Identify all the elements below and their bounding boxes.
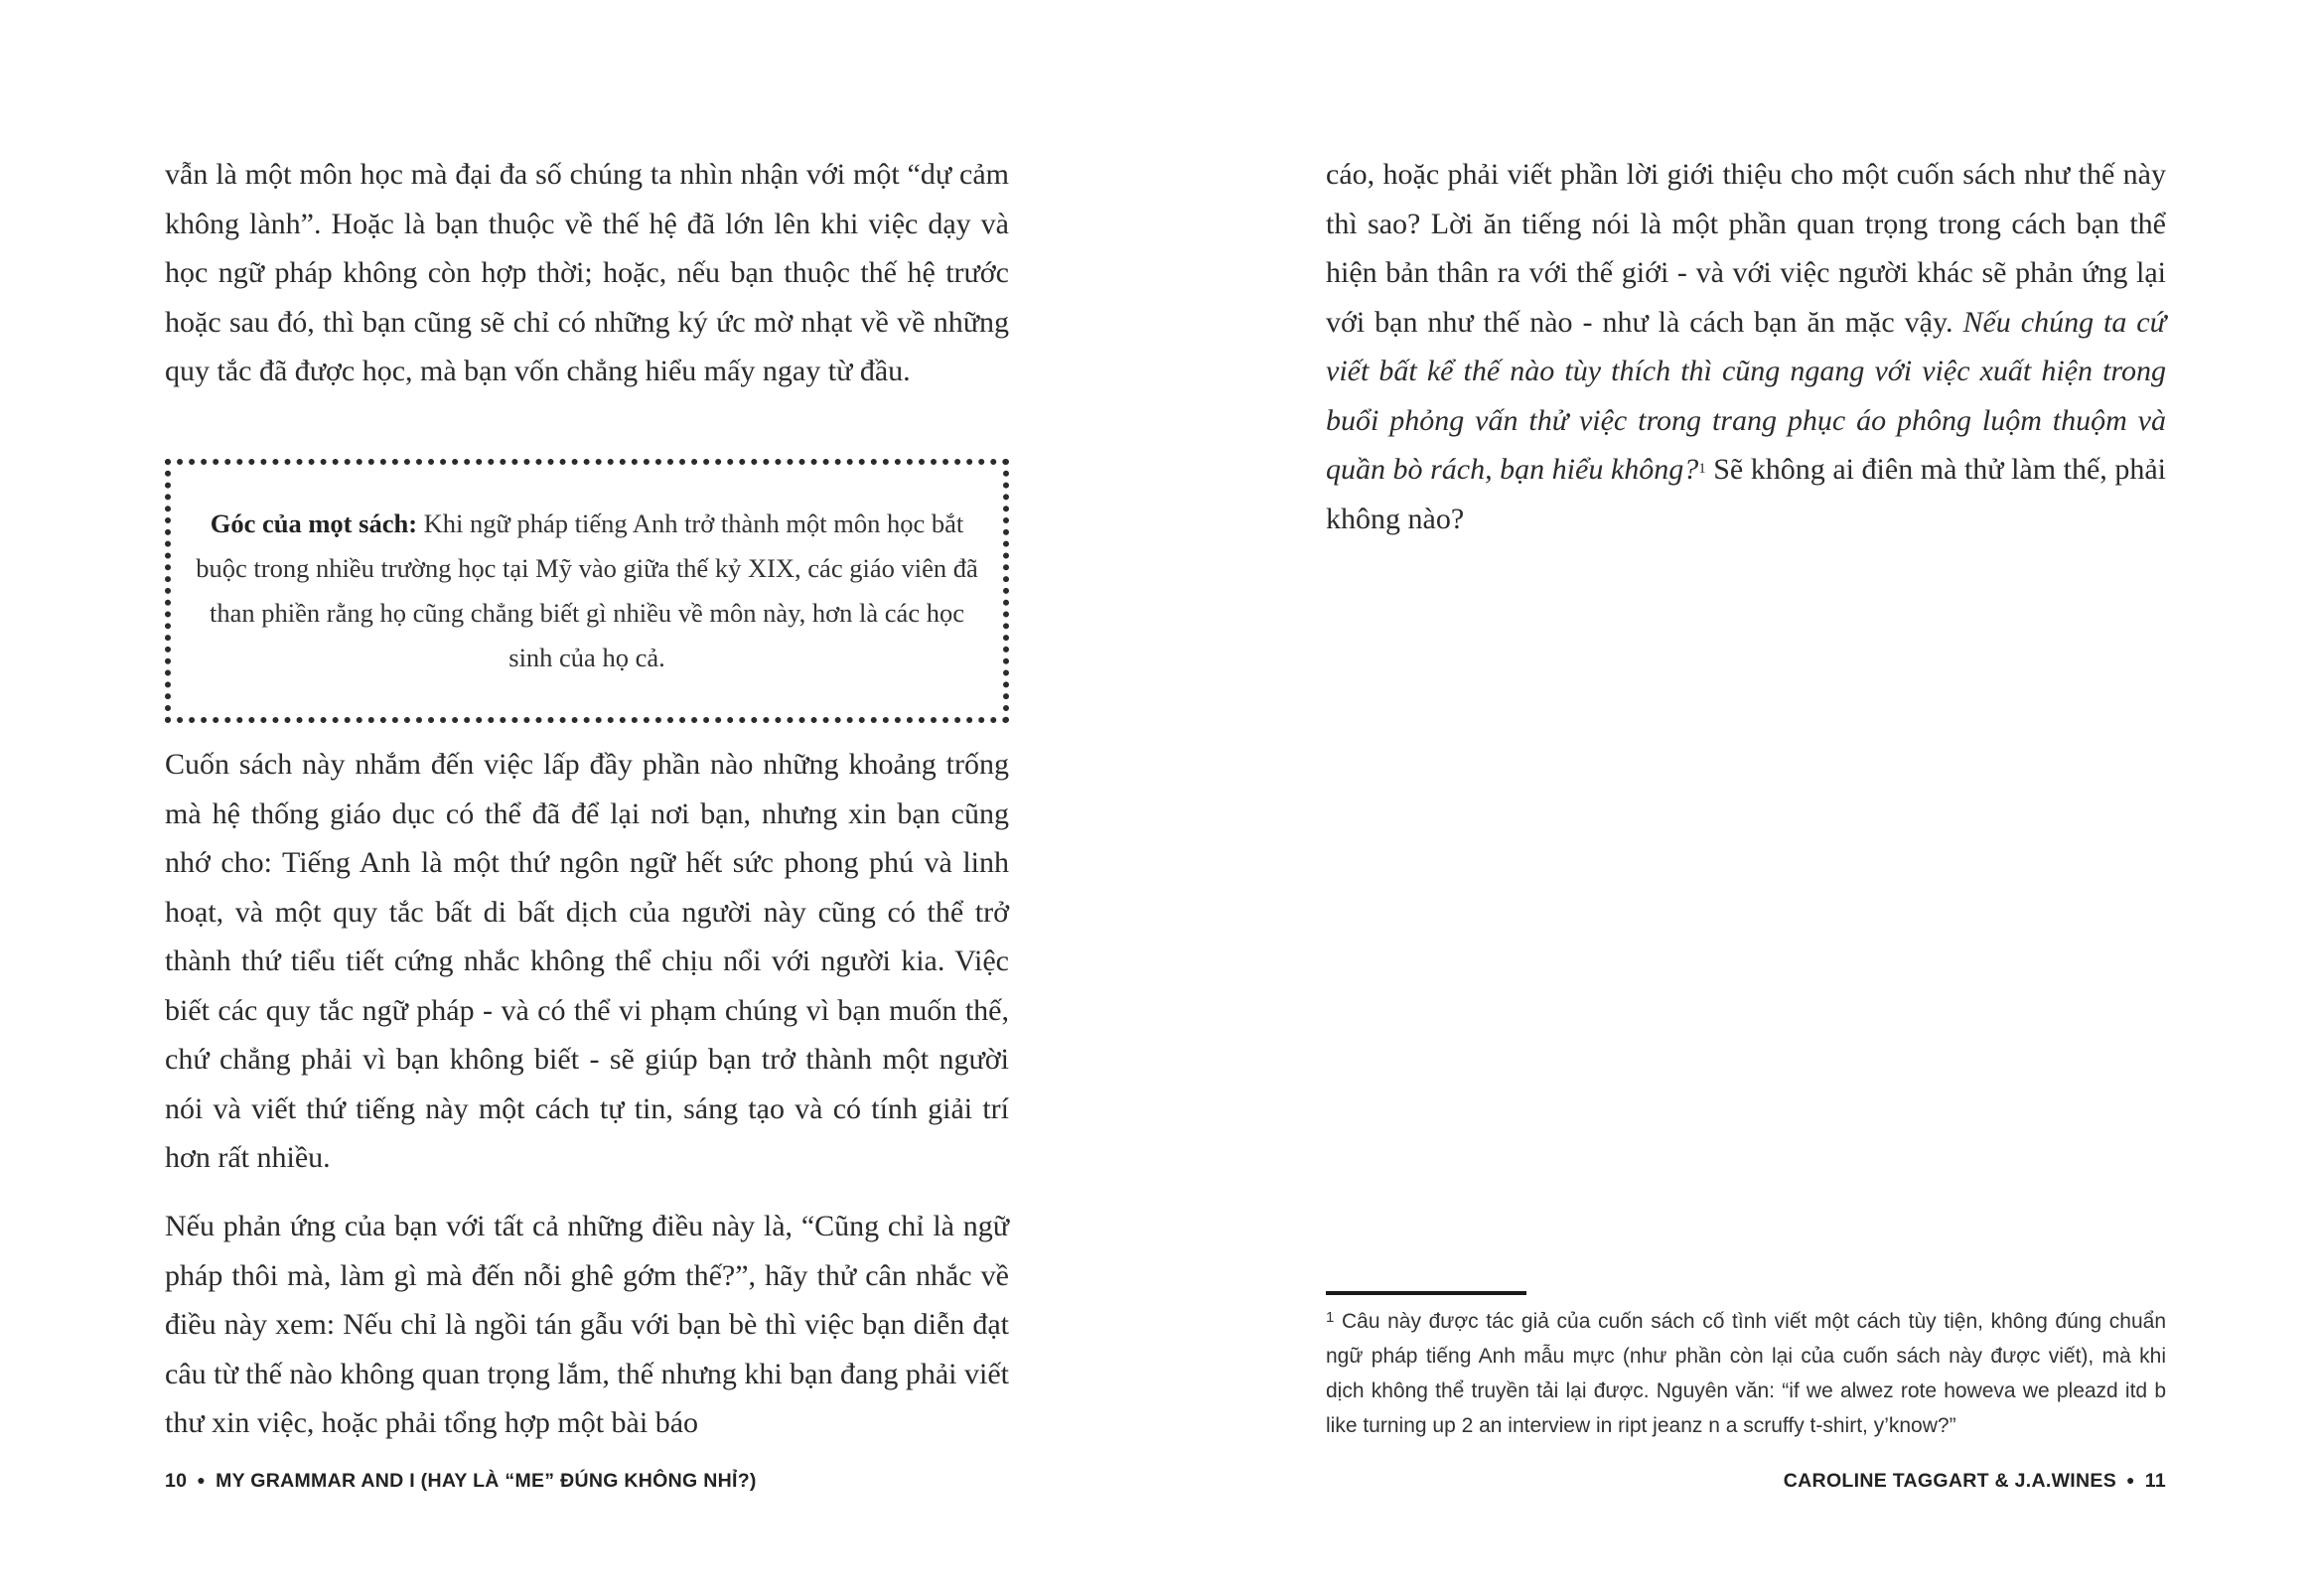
callout-text — [193, 502, 981, 680]
left-page — [0, 0, 1157, 1596]
book-title: MY GRAMMAR AND I (HAY LÀ “ME” ĐÚNG KHÔNG NHỈ?) — [216, 1470, 757, 1492]
paragraph-italic-text: Nếu chúng ta cứ viết bất kể thế nào tùy thích thì cũng ngang với việc xuất hiện trong buổi phỏng vấn thử việc trong trang phục áo phông luộm thuộm và quần bò rách, bạn hiểu không? — [1326, 305, 2166, 486]
bullet-separator: ● — [197, 1472, 207, 1488]
page-number-right: 11 — [2144, 1470, 2166, 1492]
callout-body: Khi ngữ pháp tiếng Anh trở thành một môn học bắt buộc trong nhiều trường học tại Mỹ vào giữa thế kỷ XIX, các giáo viên đã than phiền rằng họ cũng chẳng biết gì nhiều về môn này, hơn là các học sinh của họ cả. — [196, 508, 978, 672]
running-head-left — [165, 1470, 757, 1493]
paragraph-end-text: Sẽ không ai điên mà thử làm thế, phải không nào? — [1326, 453, 2166, 535]
paragraph-regular-text: cáo, hoặc phải viết phần lời giới thiệu cho một cuốn sách như thế này thì sao? Lời ăn tiếng nói là một phần quan trọng trong cách bạn thể hiện bản thân ra với thế giới - và với việc người khác sẽ phản ứng lại với bạn như thế nào - như là cách bạn ăn mặc vậy. — [1326, 158, 2166, 339]
bullet-separator: ● — [2126, 1472, 2135, 1488]
paragraph-intro: vẫn là một môn học mà đại đa số chúng ta nhìn nhận với một “dự cảm không lành”. Hoặc là bạn thuộc về thế hệ đã lớn lên khi việc dạy và học ngữ pháp không còn hợp thời; hoặc, nếu bạn thuộc thế hệ trước hoặc sau đó, thì bạn cũng sẽ chỉ có những ký ức mờ nhạt về về những quy tắc đã được học, mà bạn vốn chẳng hiểu mấy ngay từ đầu. — [165, 158, 1009, 387]
running-head-right — [1784, 1470, 2166, 1493]
footnote-divider — [1326, 1291, 1526, 1295]
footnote-reference: 1 — [1698, 461, 1706, 477]
callout-label: Góc của mọt sách: — [210, 508, 418, 538]
paragraph-continued — [1326, 150, 2166, 543]
right-page — [1157, 0, 2315, 1596]
footnote-text: Câu này được tác giả của cuốn sách cố tình viết một cách tùy tiện, không đúng chuẩn ngữ pháp tiếng Anh mẫu mực (như phần còn lại của cuốn sách này được viết), mà khi dịch không thể truyền tải lại được. Nguyên văn: “if we alwez rote howeva we pleazd itd b like turning up 2 an interview in ript jeanz n a scruffy t-shirt, y’know?” — [1326, 1310, 2166, 1437]
bookworm-callout-box — [165, 459, 1009, 723]
paragraph-purpose: Cuốn sách này nhắm đến việc lấp đầy phần nào những khoảng trống mà hệ thống giáo dục có thể đã để lại nơi bạn, nhưng xin bạn cũng nhớ cho: Tiếng Anh là một thứ ngôn ngữ hết sức phong phú và linh hoạt, và một quy tắc bất di bất dịch của người này cũng có thể trở thành thứ tiểu tiết cứng nhắc không thể chịu nổi với người kia. Việc biết các quy tắc ngữ pháp - và có thể vi phạm chúng vì bạn muốn thế, chứ chẳng phải vì bạn không biết - sẽ giúp bạn trở thành một người nói và viết thứ tiếng này một cách tự tin, sáng tạo và có tính giải trí hơn rất nhiều. — [165, 748, 1009, 1174]
paragraph-reaction: Nếu phản ứng của bạn với tất cả những điều này là, “Cũng chỉ là ngữ pháp thôi mà, làm gì mà đến nỗi ghê gớm thế?”, hãy thử cân nhắc về điều này xem: Nếu chỉ là ngồi tán gẫu với bạn bè thì việc bạn diễn đạt câu từ thế nào không quan trọng lắm, thế nhưng khi bạn đang phải viết thư xin việc, hoặc phải tổng hợp một bài báo — [165, 1210, 1009, 1439]
footnote — [1326, 1304, 2166, 1443]
authors: CAROLINE TAGGART & J.A.WINES — [1783, 1470, 2117, 1492]
footnote-marker: 1 — [1326, 1309, 1335, 1326]
page-number-left: 10 — [165, 1470, 188, 1492]
